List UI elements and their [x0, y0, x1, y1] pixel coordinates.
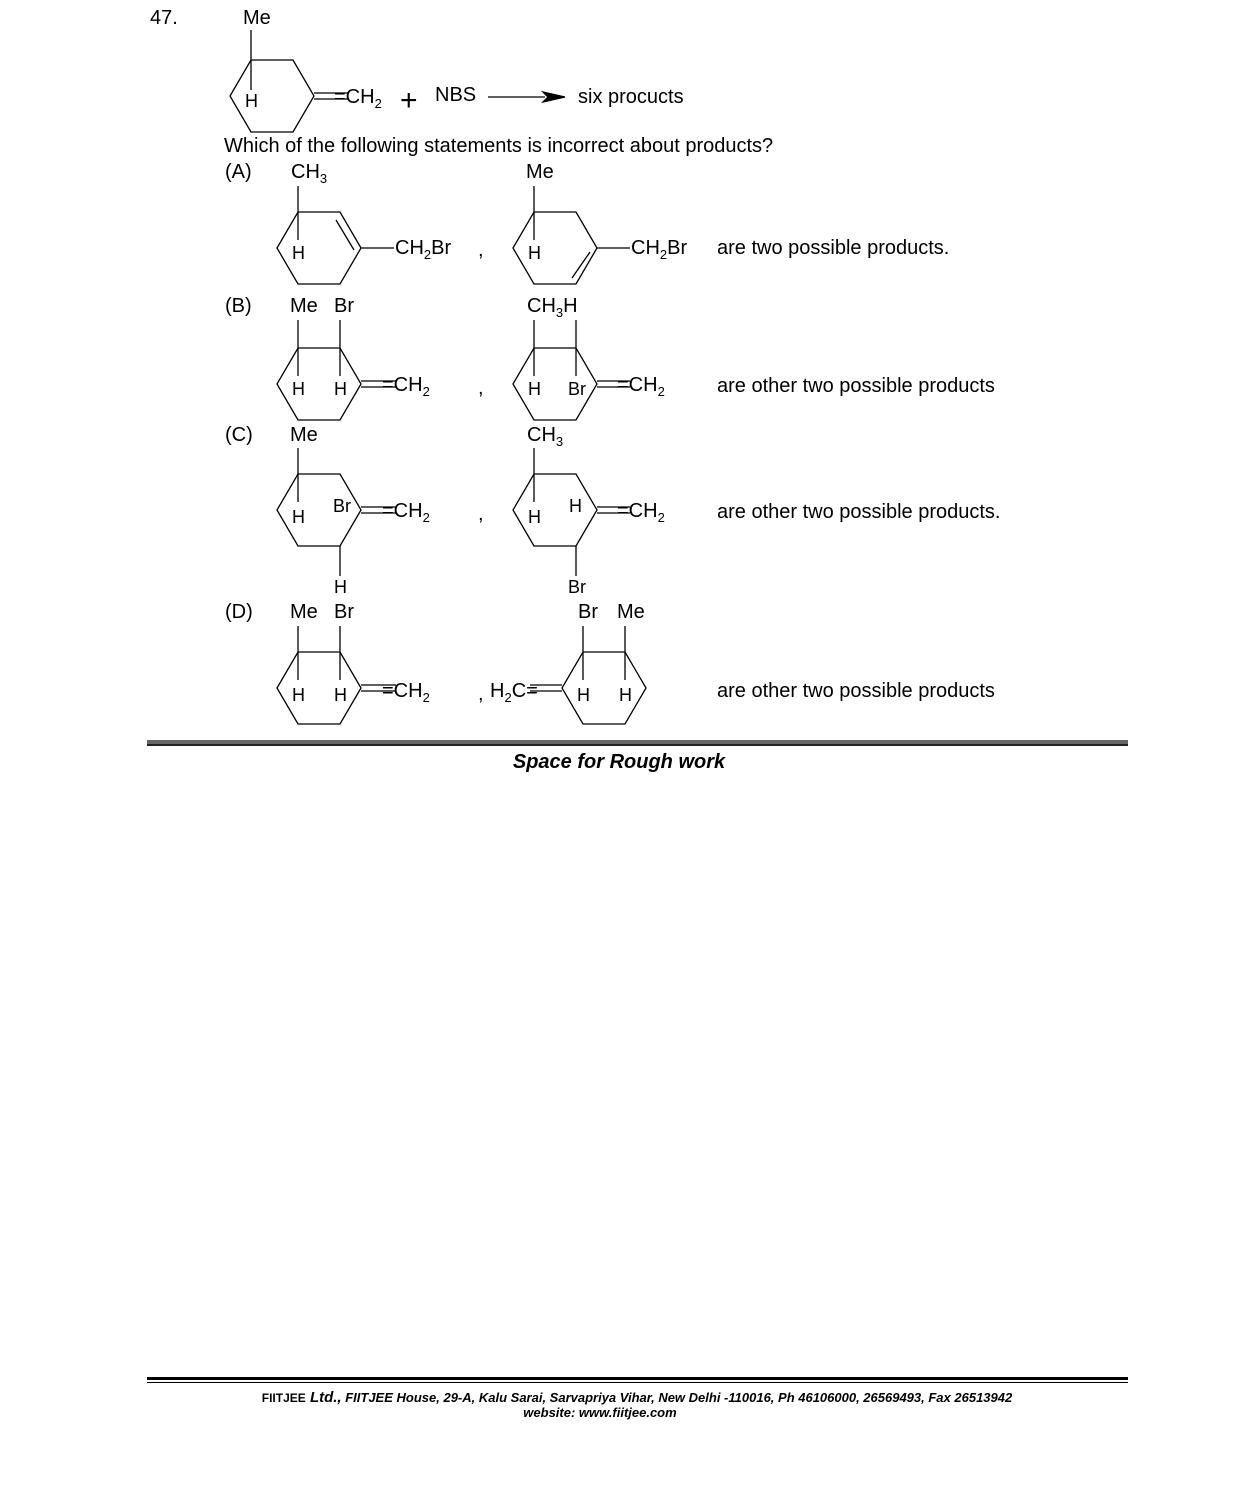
- option-b-m1-exo-group: [382, 375, 430, 398]
- option-d-m1-me: Me: [290, 601, 318, 623]
- footer-ltd: Ltd.,: [305, 1389, 342, 1406]
- option-a-m1-h: H: [292, 243, 305, 263]
- option-d-label: (D): [225, 601, 253, 623]
- option-a-label: (A): [225, 161, 252, 183]
- option-d-statement: are other two possible products: [717, 681, 995, 701]
- reactant-exocyclic-ch2: [334, 87, 382, 110]
- plus-sign: +: [400, 84, 418, 117]
- option-b-m1-me: Me: [290, 295, 318, 317]
- option-d-m2-me: Me: [617, 601, 645, 623]
- option-d-m1-exo-group: [382, 681, 430, 704]
- rough-work-rule-inner: [147, 744, 1128, 746]
- option-b-m1-h1: H: [292, 379, 305, 399]
- option-a-statement: are two possible products.: [717, 237, 950, 259]
- option-a-molecule-2: [513, 186, 630, 284]
- option-c-m1-exo-group: [382, 501, 430, 524]
- option-c-m2-ch-text: CH: [527, 424, 556, 446]
- option-b-m2-h-top: H: [563, 295, 578, 317]
- option-d-m1-h1: H: [292, 685, 305, 705]
- option-a-m2-h: H: [528, 243, 541, 263]
- option-b-m1-h2: H: [334, 379, 347, 399]
- option-a-m2-top-group: Me: [526, 161, 554, 183]
- option-c-m2-br-bottom: Br: [568, 577, 586, 597]
- option-b-comma: ,: [478, 377, 484, 399]
- option-a-m2-side-end: Br: [667, 237, 688, 259]
- option-d-m1-h2: H: [334, 685, 347, 705]
- option-b-m2-ch-text: CH: [527, 295, 556, 317]
- option-a-m1-side-text: CH: [395, 237, 424, 259]
- option-d-molecule-1: [277, 626, 396, 724]
- option-c-comma: ,: [478, 503, 484, 525]
- option-b-label: (B): [225, 295, 252, 317]
- option-a-m1-top-group: [291, 162, 327, 185]
- option-d-m1-exo-sub: 2: [422, 690, 430, 705]
- footer-brand: FIITJEE: [261, 1391, 306, 1405]
- option-b-statement: are other two possible products: [717, 376, 995, 396]
- option-d-m2-h2c-group: [490, 681, 538, 704]
- option-d-molecule-2: [530, 626, 646, 724]
- option-b-m2-ch-sub: 3: [555, 305, 564, 320]
- option-c-m1-h: H: [292, 507, 305, 527]
- option-a-molecule-1: [277, 186, 394, 284]
- reactant-ring-h-label: H: [245, 91, 258, 111]
- option-b-molecule-1: [277, 320, 396, 420]
- reactant-exo-text: =CH: [334, 86, 375, 108]
- option-c-m1-br: Br: [333, 496, 351, 516]
- option-d-m1-br: Br: [334, 601, 354, 623]
- option-d-m2-h2: H: [619, 685, 632, 705]
- option-c-m1-h-bottom: H: [334, 577, 347, 597]
- option-d-m2-h2c-text: H: [490, 680, 505, 702]
- option-b-molecule-2: [513, 320, 630, 420]
- option-a-m1-top-sub: 3: [319, 171, 328, 186]
- option-b-m2-exo-text: =CH: [617, 374, 658, 396]
- reactant-exo-sub: 2: [374, 96, 382, 111]
- option-c-m1-me: Me: [290, 424, 318, 446]
- reactant-ring: [230, 30, 565, 132]
- option-b-m2-exo-sub: 2: [657, 384, 665, 399]
- option-c-m1-exo-sub: 2: [422, 510, 430, 525]
- option-d-m2-h2c-sub: 2: [504, 690, 512, 705]
- option-d-comma: ,: [478, 683, 484, 705]
- option-b-m2-h: H: [528, 379, 541, 399]
- option-c-m2-exo-group: [617, 501, 665, 524]
- footer-address: FIITJEE House, 29-A, Kalu Sarai, Sarvapriya Vihar, New Delhi -110016, Ph 46106000, 26569493, Fax 26513942: [341, 1390, 1013, 1405]
- option-a-m1-side-sub: 2: [423, 247, 432, 262]
- option-b-m2-exo-group: [617, 375, 665, 398]
- option-a-m2-side-group: [631, 238, 687, 261]
- footer-rule-inner: [147, 1382, 1128, 1383]
- option-c-m2-ch3-group: [527, 425, 563, 448]
- option-d-m2-h2c-end: C=: [511, 680, 538, 702]
- option-b-m1-exo-sub: 2: [422, 384, 430, 399]
- reagent-nbs: NBS: [435, 84, 477, 106]
- option-c-m2-exo-sub: 2: [657, 510, 665, 525]
- option-c-label: (C): [225, 424, 253, 446]
- reactant-methyl-label: Me: [243, 7, 271, 29]
- option-c-statement: are other two possible products.: [717, 502, 1001, 522]
- option-b-m1-exo-text: =CH: [382, 374, 423, 396]
- footer-rule: [147, 1377, 1128, 1380]
- option-c-m1-exo-text: =CH: [382, 500, 423, 522]
- option-c-m2-h: H: [528, 507, 541, 527]
- option-d-m2-h1: H: [577, 685, 590, 705]
- option-a-comma: ,: [478, 239, 484, 261]
- option-b-m1-br: Br: [334, 295, 354, 317]
- question-number: 47.: [150, 7, 178, 29]
- option-c-m2-ch-sub: 3: [555, 434, 564, 449]
- option-a-m1-side-group: [395, 238, 451, 261]
- option-a-m2-side-text: CH: [631, 237, 660, 259]
- footer-website: website: www.fiitjee.com: [523, 1405, 677, 1420]
- option-d-m2-br: Br: [578, 601, 598, 623]
- footer-address-line: [0, 1389, 1238, 1406]
- rough-work-heading: Space for Rough work: [512, 751, 726, 773]
- reaction-result: six procucts: [578, 86, 684, 108]
- option-a-m1-side-end: Br: [431, 237, 452, 259]
- option-c-m2-exo-text: =CH: [617, 500, 658, 522]
- option-a-m2-side-sub: 2: [659, 247, 668, 262]
- option-d-m1-exo-text: =CH: [382, 680, 423, 702]
- option-b-m2-br: Br: [568, 379, 586, 399]
- option-c-m2-h-top: H: [569, 496, 582, 516]
- option-b-m2-ch3-group: [527, 296, 578, 319]
- question-stem: Which of the following statements is incorrect about products?: [224, 135, 774, 157]
- option-a-m1-top-text: CH: [291, 161, 320, 183]
